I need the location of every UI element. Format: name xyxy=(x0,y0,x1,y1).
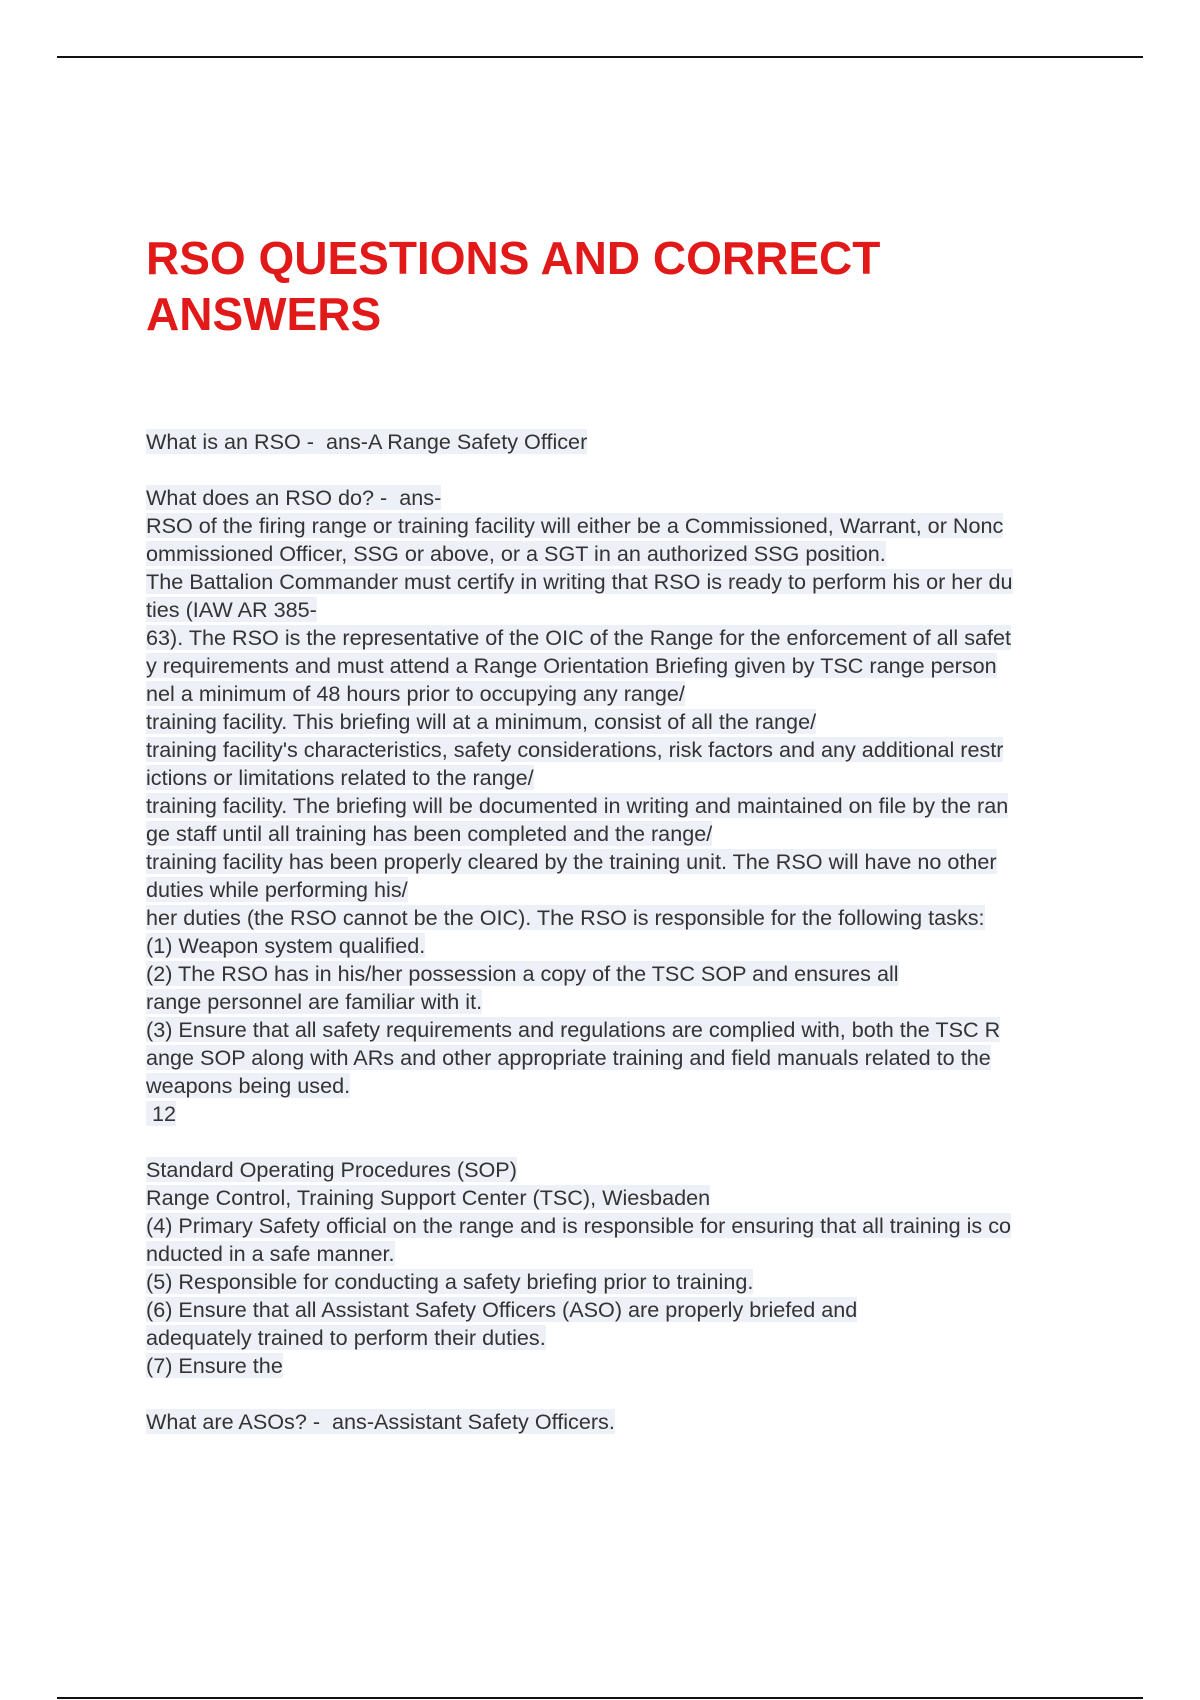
text-line-content: duties while performing his/ xyxy=(146,877,408,902)
text-line-content: ommissioned Officer, SSG or above, or a SGT in an authorized SSG position. xyxy=(146,541,886,566)
text-line xyxy=(146,1268,1146,1296)
text-line-content: nducted in a safe manner. xyxy=(146,1241,395,1266)
text-line xyxy=(146,1296,1146,1324)
text-line xyxy=(146,1408,1146,1436)
text-line-content: RSO of the firing range or training facility will either be a Commissioned, Warrant, or Nonc xyxy=(146,513,1004,538)
text-line xyxy=(146,428,1146,456)
text-line xyxy=(146,1240,1146,1268)
text-line xyxy=(146,960,1146,988)
text-line-content: ge staff until all training has been completed and the range/ xyxy=(146,821,713,846)
text-line-content: ange SOP along with ARs and other appropriate training and field manuals related to the xyxy=(146,1045,991,1070)
text-line-content: 12 xyxy=(146,1101,177,1126)
document-body xyxy=(146,428,1146,1436)
text-line-content: (3) Ensure that all safety requirements and regulations are complied with, both the TSC R xyxy=(146,1017,1001,1042)
text-line-content: y requirements and must attend a Range Orientation Briefing given by TSC range person xyxy=(146,653,997,678)
text-line-content: (2) The RSO has in his/her possession a copy of the TSC SOP and ensures all xyxy=(146,961,899,986)
text-line xyxy=(146,568,1146,596)
text-line xyxy=(146,540,1146,568)
text-line-content: training facility. The briefing will be documented in writing and maintained on file by the ran xyxy=(146,793,1009,818)
text-line-content: What does an RSO do? - ans- xyxy=(146,485,442,510)
text-line-content: (6) Ensure that all Assistant Safety Officers (ASO) are properly briefed and xyxy=(146,1297,858,1322)
text-line xyxy=(146,876,1146,904)
text-line-content: What are ASOs? - ans-Assistant Safety Officers. xyxy=(146,1409,615,1434)
text-line xyxy=(146,680,1146,708)
text-line-content: weapons being used. xyxy=(146,1073,351,1098)
text-line xyxy=(146,1212,1146,1240)
text-line xyxy=(146,652,1146,680)
text-line xyxy=(146,764,1146,792)
text-line xyxy=(146,708,1146,736)
text-line xyxy=(146,512,1146,540)
text-line xyxy=(146,988,1146,1016)
text-line-content: adequately trained to perform their duties. xyxy=(146,1325,546,1350)
text-line-content: training facility. This briefing will at a minimum, consist of all the range/ xyxy=(146,709,817,734)
text-line xyxy=(146,792,1146,820)
text-line xyxy=(146,1352,1146,1380)
text-line xyxy=(146,1324,1146,1352)
text-line-content: her duties (the RSO cannot be the OIC). The RSO is responsible for the following tasks: xyxy=(146,905,985,930)
header-rule xyxy=(57,56,1143,58)
text-line xyxy=(146,1044,1146,1072)
text-line-content: (5) Responsible for conducting a safety briefing prior to training. xyxy=(146,1269,754,1294)
text-line-content: The Battalion Commander must certify in writing that RSO is ready to perform his or her du xyxy=(146,569,1013,594)
blank-line xyxy=(146,1380,1146,1408)
text-line xyxy=(146,736,1146,764)
title-line: ANSWERS xyxy=(146,288,382,340)
text-line xyxy=(146,484,1146,512)
blank-line xyxy=(146,1128,1146,1156)
text-line-content: nel a minimum of 48 hours prior to occupying any range/ xyxy=(146,681,685,706)
blank-line xyxy=(146,456,1146,484)
text-line xyxy=(146,1100,1146,1128)
text-line-content: training facility has been properly cleared by the training unit. The RSO will have no other xyxy=(146,849,997,874)
text-line-content: Range Control, Training Support Center (TSC), Wiesbaden xyxy=(146,1185,711,1210)
text-line xyxy=(146,624,1146,652)
text-line-content: 63). The RSO is the representative of the OIC of the Range for the enforcement of all safet xyxy=(146,625,1012,650)
text-line-content: training facility's characteristics, safety considerations, risk factors and any additional restr xyxy=(146,737,1004,762)
footer-rule xyxy=(57,1697,1143,1699)
text-line-content: ictions or limitations related to the range/ xyxy=(146,765,534,790)
text-line xyxy=(146,904,1146,932)
text-line-content: What is an RSO - ans-A Range Safety Officer xyxy=(146,429,588,454)
text-line-content: range personnel are familiar with it. xyxy=(146,989,483,1014)
title-line: RSO QUESTIONS AND CORRECT xyxy=(146,232,881,284)
text-line xyxy=(146,1184,1146,1212)
text-line xyxy=(146,596,1146,624)
text-line-content: Standard Operating Procedures (SOP) xyxy=(146,1157,517,1182)
text-line xyxy=(146,1072,1146,1100)
text-line xyxy=(146,848,1146,876)
text-line xyxy=(146,1156,1146,1184)
text-line-content: (1) Weapon system qualified. xyxy=(146,933,426,958)
text-line-content: (7) Ensure the xyxy=(146,1353,283,1378)
text-line xyxy=(146,1016,1146,1044)
text-line-content: (4) Primary Safety official on the range and is responsible for ensuring that all training is co xyxy=(146,1213,1011,1238)
text-line xyxy=(146,820,1146,848)
document-title xyxy=(146,230,1146,342)
text-line-content: ties (IAW AR 385- xyxy=(146,597,317,622)
text-line xyxy=(146,932,1146,960)
